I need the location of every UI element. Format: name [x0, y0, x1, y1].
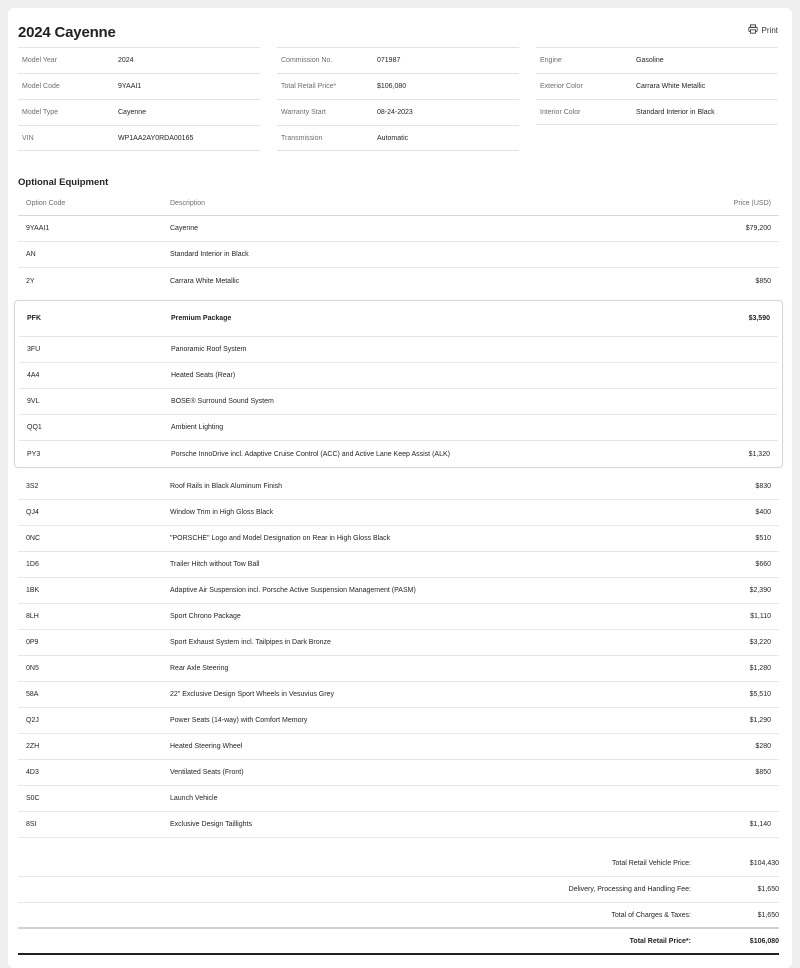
- option-description: Launch Vehicle: [170, 795, 218, 802]
- table-row: [18, 552, 779, 578]
- spec-row: [18, 125, 260, 151]
- spec-label: Model Code: [22, 83, 60, 90]
- option-code: PY3: [27, 450, 41, 458]
- page-title: 2024 Cayenne: [18, 24, 116, 41]
- option-description: Sport Chrono Package: [170, 613, 241, 620]
- spec-label: Warranty Start: [281, 109, 326, 116]
- spec-row: [536, 99, 778, 125]
- option-description: Porsche InnoDrive incl. Adaptive Cruise Control (ACC) and Active Lane Keep Assist (ALK): [171, 450, 450, 458]
- spec-row: [18, 47, 260, 73]
- total-label: Total Retail Vehicle Price:: [612, 860, 691, 867]
- option-description: Carrara White Metallic: [170, 277, 240, 285]
- specs-column-1: [18, 47, 260, 151]
- option-description: Ambient Lighting: [171, 424, 224, 431]
- spec-value: Cayenne: [118, 109, 147, 116]
- option-code: 4A4: [27, 372, 40, 379]
- specs-column-2: [277, 47, 519, 151]
- option-code: 8LH: [26, 613, 39, 620]
- table-row: [18, 500, 779, 526]
- option-description: Cayenne: [170, 225, 199, 232]
- option-code: QQ1: [27, 424, 42, 431]
- option-description: Window Trim in High Gloss Black: [170, 509, 274, 516]
- option-code: 0P9: [26, 639, 39, 646]
- total-retail-price-row: [18, 929, 779, 955]
- option-price: $1,320: [748, 450, 770, 458]
- table-row: [18, 526, 779, 552]
- spec-label: Commission No.: [281, 57, 333, 64]
- option-code: 0N5: [26, 665, 39, 672]
- option-description: Standard Interior in Black: [170, 251, 249, 258]
- options-table: [18, 216, 779, 838]
- package-price: $3,590: [748, 315, 770, 322]
- table-row: [18, 760, 779, 786]
- optional-equipment-title: Optional Equipment: [18, 177, 109, 188]
- option-price: $1,280: [749, 665, 771, 672]
- option-description: Sport Exhaust System incl. Tailpipes in Dark Bronze: [170, 639, 331, 646]
- spec-value: 2024: [118, 57, 134, 64]
- spec-label: Exterior Color: [540, 83, 583, 90]
- option-description: Panoramic Roof System: [171, 346, 247, 353]
- spec-label: VIN: [22, 134, 34, 142]
- spec-label: Transmission: [281, 134, 323, 142]
- option-code: Q2J: [26, 717, 39, 724]
- spec-row: [18, 99, 260, 125]
- option-code: 3FU: [27, 346, 41, 353]
- package-description: Premium Package: [171, 315, 232, 322]
- package-item-row: [19, 337, 778, 363]
- option-description: Adaptive Air Suspension incl. Porsche Active Suspension Management (PASM): [170, 587, 416, 594]
- option-description: "PORSCHE" Logo and Model Designation on Rear in High Gloss Black: [170, 535, 391, 542]
- table-row: [18, 708, 779, 734]
- table-row: [18, 474, 779, 500]
- option-code: 3S2: [26, 483, 39, 490]
- print-button[interactable]: [748, 24, 778, 36]
- option-price: $830: [755, 483, 771, 490]
- package-header-row: [19, 301, 778, 337]
- spec-label: Total Retail Price*: [281, 83, 337, 90]
- table-row: [18, 734, 779, 760]
- option-description: Ventilated Seats (Front): [170, 769, 244, 776]
- spec-row: [18, 73, 260, 99]
- option-code: 0NC: [26, 535, 41, 542]
- option-code: 2Y: [26, 277, 35, 285]
- option-description: 22" Exclusive Design Sport Wheels in Vesuvius Grey: [170, 691, 334, 698]
- option-price: $660: [755, 561, 771, 568]
- spec-row: [277, 125, 519, 151]
- charges-taxes-row: [18, 903, 779, 929]
- total-vehicle-price-row: [18, 851, 779, 877]
- total-label: Total Retail Price*:: [629, 937, 691, 945]
- header-description: Description: [170, 200, 206, 207]
- option-code: S0C: [26, 795, 40, 802]
- option-description: Heated Steering Wheel: [170, 743, 243, 750]
- spec-row: [277, 99, 519, 125]
- option-price: $400: [755, 509, 771, 516]
- total-label: Total of Charges & Taxes:: [611, 911, 691, 919]
- spec-value: WP1AA2AY0RDA00165: [118, 134, 194, 142]
- package-item-row: [19, 389, 778, 415]
- total-value: $106,080: [749, 937, 779, 945]
- option-price: $3,220: [749, 639, 771, 646]
- table-row: [18, 242, 779, 268]
- spec-row: [277, 47, 519, 73]
- option-description: Exclusive Design Taillights: [170, 821, 252, 828]
- spec-value: 08-24-2023: [377, 109, 413, 116]
- total-label: Delivery, Processing and Handling Fee:: [568, 886, 691, 893]
- package-item-row: [19, 363, 778, 389]
- spec-label: Engine: [540, 57, 562, 64]
- spec-value: 9YAAI1: [118, 83, 142, 90]
- option-price: $850: [755, 277, 771, 285]
- table-row: [18, 656, 779, 682]
- package-item-row: [19, 415, 778, 441]
- option-price: $2,390: [749, 587, 771, 594]
- option-code: 9YAAI1: [26, 225, 50, 232]
- spec-row: [277, 73, 519, 99]
- package-item-row: [19, 441, 778, 467]
- option-price: $1,140: [749, 821, 771, 828]
- spec-value: Standard Interior in Black: [636, 108, 715, 116]
- total-value: $1,650: [757, 911, 779, 919]
- option-description: Roof Rails in Black Aluminum Finish: [170, 483, 283, 490]
- option-code: 4D3: [26, 769, 39, 776]
- spec-value: Automatic: [377, 134, 409, 142]
- table-row: [18, 812, 779, 838]
- print-label: Print: [761, 25, 778, 35]
- option-code: AN: [26, 251, 36, 258]
- table-row: [18, 216, 779, 242]
- spec-row: [536, 73, 778, 99]
- table-row: [18, 682, 779, 708]
- option-description: Heated Seats (Rear): [171, 372, 236, 379]
- option-price: $280: [755, 743, 771, 750]
- package-code: PFK: [27, 315, 41, 322]
- spec-row: [536, 47, 778, 73]
- delivery-fee-row: [18, 877, 779, 903]
- total-value: $1,650: [757, 886, 779, 893]
- option-description: Trailer Hitch without Tow Ball: [170, 561, 260, 568]
- spec-value: 071987: [377, 57, 401, 64]
- option-code: 2ZH: [26, 743, 40, 750]
- spec-value: Gasoline: [636, 57, 664, 64]
- option-price: $1,110: [750, 613, 771, 620]
- spec-value: $106,080: [377, 83, 407, 90]
- option-price: $510: [755, 535, 771, 542]
- option-code: 9VL: [27, 398, 40, 405]
- option-description: Power Seats (14-way) with Comfort Memory: [170, 717, 308, 724]
- table-row: [18, 786, 779, 812]
- printer-icon: [748, 24, 758, 36]
- header-option-code: Option Code: [26, 200, 66, 207]
- option-price: $5,510: [749, 691, 771, 698]
- table-row: [18, 604, 779, 630]
- vehicle-specs: [18, 47, 779, 151]
- options-table-header: [18, 192, 779, 216]
- option-price: $79,200: [745, 225, 771, 232]
- table-row: [18, 578, 779, 604]
- table-row: [18, 268, 779, 294]
- option-code: QJ4: [26, 509, 39, 516]
- option-price: $1,290: [749, 717, 771, 724]
- vehicle-summary-card: [8, 8, 792, 968]
- spec-label: Model Type: [22, 109, 59, 116]
- total-value: $104,430: [749, 860, 779, 867]
- premium-package-group: [14, 300, 783, 468]
- price-totals: [18, 851, 779, 955]
- spec-label: Model Year: [22, 57, 58, 64]
- option-price: $850: [755, 769, 771, 776]
- spec-label: Interior Color: [540, 108, 581, 116]
- option-code: 8SI: [26, 821, 37, 828]
- option-description: BOSE® Surround Sound System: [171, 398, 274, 405]
- option-code: 58A: [26, 691, 39, 698]
- option-code: 1BK: [26, 587, 40, 594]
- header-price: Price (USD): [733, 200, 771, 207]
- option-description: Rear Axle Steering: [170, 665, 229, 672]
- table-row: [18, 630, 779, 656]
- spec-value: Carrara White Metallic: [636, 83, 706, 90]
- specs-column-3: [536, 47, 778, 151]
- option-code: 1D6: [26, 561, 39, 568]
